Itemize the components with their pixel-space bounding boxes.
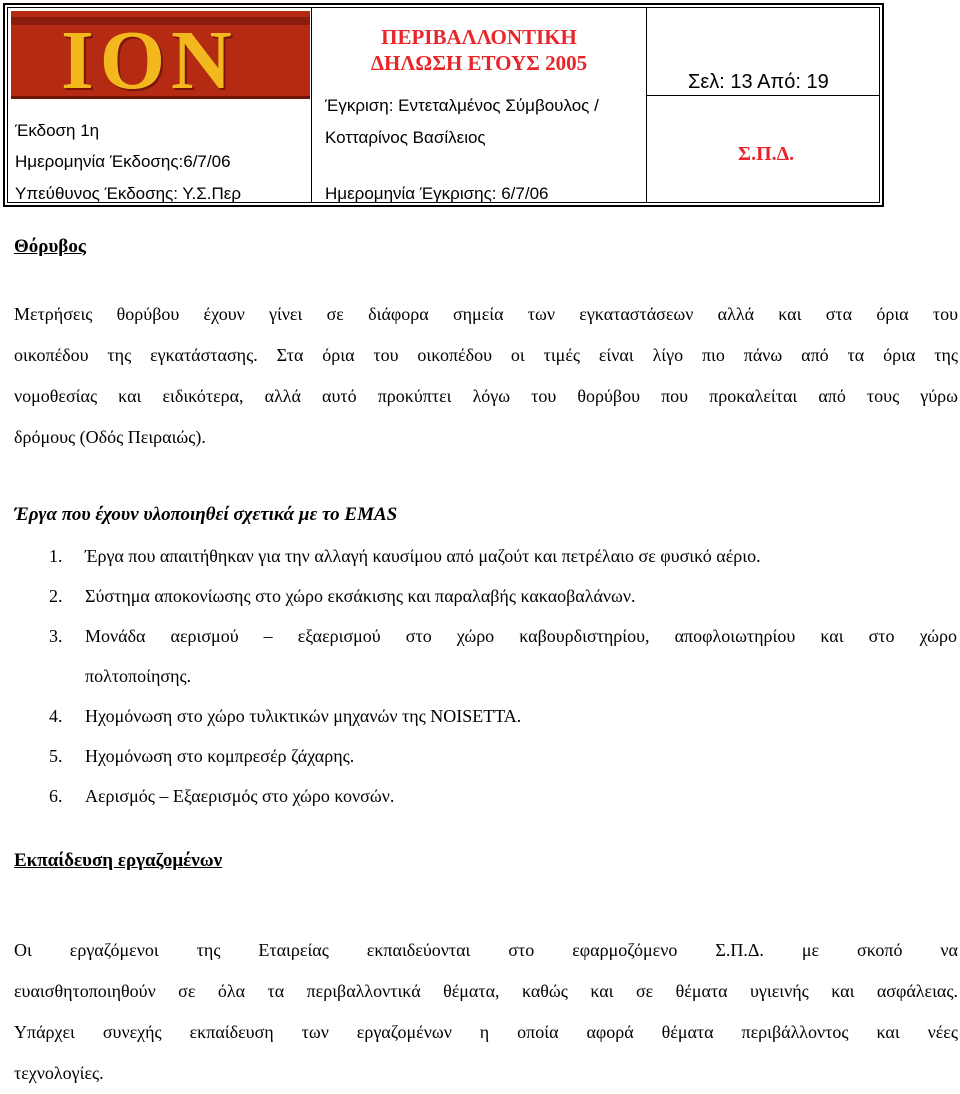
document-header (3, 3, 884, 207)
edition-owner: Υπεύθυνος Έκδοσης: Υ.Σ.Περ (15, 184, 242, 203)
list-text: Σύστημα αποκονίωσης στο χώρο εκσάκισης και παραλαβής κακαοβαλάνων. (85, 586, 636, 606)
doc-title-line2: ΔΗΛΩΣΗ ΕΤΟΥΣ 2005 (370, 51, 588, 75)
company-logo (11, 11, 310, 99)
list-number: 5. (49, 746, 63, 766)
list-number: 1. (49, 546, 63, 566)
list-text: Ηχομόνωση στο χώρο τυλικτικών μηχανών της NOISETTA. (85, 706, 522, 726)
noise-line-2: οικοπέδου της εγκατάστασης. Στα όρια του οικοπέδου οι τιμές είναι λίγο πιο πάνω από τα όρια της (14, 345, 958, 365)
list-number: 4. (49, 706, 63, 726)
heading-training: Εκπαίδευση εργαζομένων (14, 850, 223, 871)
heading-noise: Θόρυβος (14, 236, 86, 257)
approval-date: Ημερομηνία Έγκρισης: 6/7/06 (325, 184, 549, 203)
edition-label: Έκδοση 1η (15, 121, 100, 140)
list-text: Αερισμός – Εξαερισμός στο χώρο κονσών. (85, 786, 395, 806)
list-text: Ηχομόνωση στο κομπρεσέρ ζάχαρης. (85, 746, 355, 766)
list-text: Έργα που απαιτήθηκαν για την αλλαγή καυσίμου από μαζούτ και πετρέλαιο σε φυσικό αέριο. (85, 546, 761, 566)
training-line-2: ευαισθητοποιηθούν σε όλα τα περιβαλλοντικά θέματα, καθώς και σε θέματα υγιεινής και ασφάλειας. (14, 981, 958, 1001)
list-number: 2. (49, 586, 63, 606)
training-line-4: τεχνολογίες. (14, 1063, 104, 1083)
list-number: 6. (49, 786, 63, 806)
list-text: πολτοποίησης. (85, 666, 192, 686)
page-number: Σελ: 13 Από: 19 (688, 71, 829, 93)
list-number: 3. (49, 626, 63, 646)
doc-title-line1: ΠΕΡΙΒΑΛΛΟΝΤΙΚΗ (381, 25, 577, 49)
approval-line1: Έγκριση: Εντεταλμένος Σύμβουλος / (325, 96, 599, 115)
noise-line-4: δρόμους (Οδός Πειραιώς). (14, 427, 206, 447)
list-text: Μονάδα αερισμού – εξαερισμού στο χώρο καβουρδιστηρίου, αποφλοιωτηρίου και στο χώρο (85, 626, 957, 646)
noise-line-1: Μετρήσεις θορύβου έχουν γίνει σε διάφορα σημεία των εγκαταστάσεων αλλά και στα όρια του (14, 304, 958, 324)
logo-wordmark: ΙΟΝ (61, 14, 238, 99)
doc-code: Σ.Π.Δ. (738, 143, 795, 165)
noise-line-3: νομοθεσίας και ειδικότερα, αλλά αυτό προκύπτει λόγω του θορύβου που προκαλείται από τους γύρω (14, 386, 958, 406)
training-line-1: Οι εργαζόμενοι της Εταιρείας εκπαιδεύονται στο εφαρμοζόμενο Σ.Π.Δ. με σκοπό να (14, 940, 958, 960)
approval-line2: Κοτταρίνος Βασίλειος (325, 128, 486, 147)
heading-emas: Έργα που έχουν υλοποιηθεί σχετικά με το EMAS (14, 504, 398, 525)
header-divider-3 (646, 95, 879, 96)
edition-date: Ημερομηνία Έκδοσης:6/7/06 (15, 152, 231, 171)
training-line-3: Υπάρχει συνεχής εκπαίδευση των εργαζομένων η οποία αφορά θέματα περιβάλλοντος και νέες (14, 1022, 958, 1042)
